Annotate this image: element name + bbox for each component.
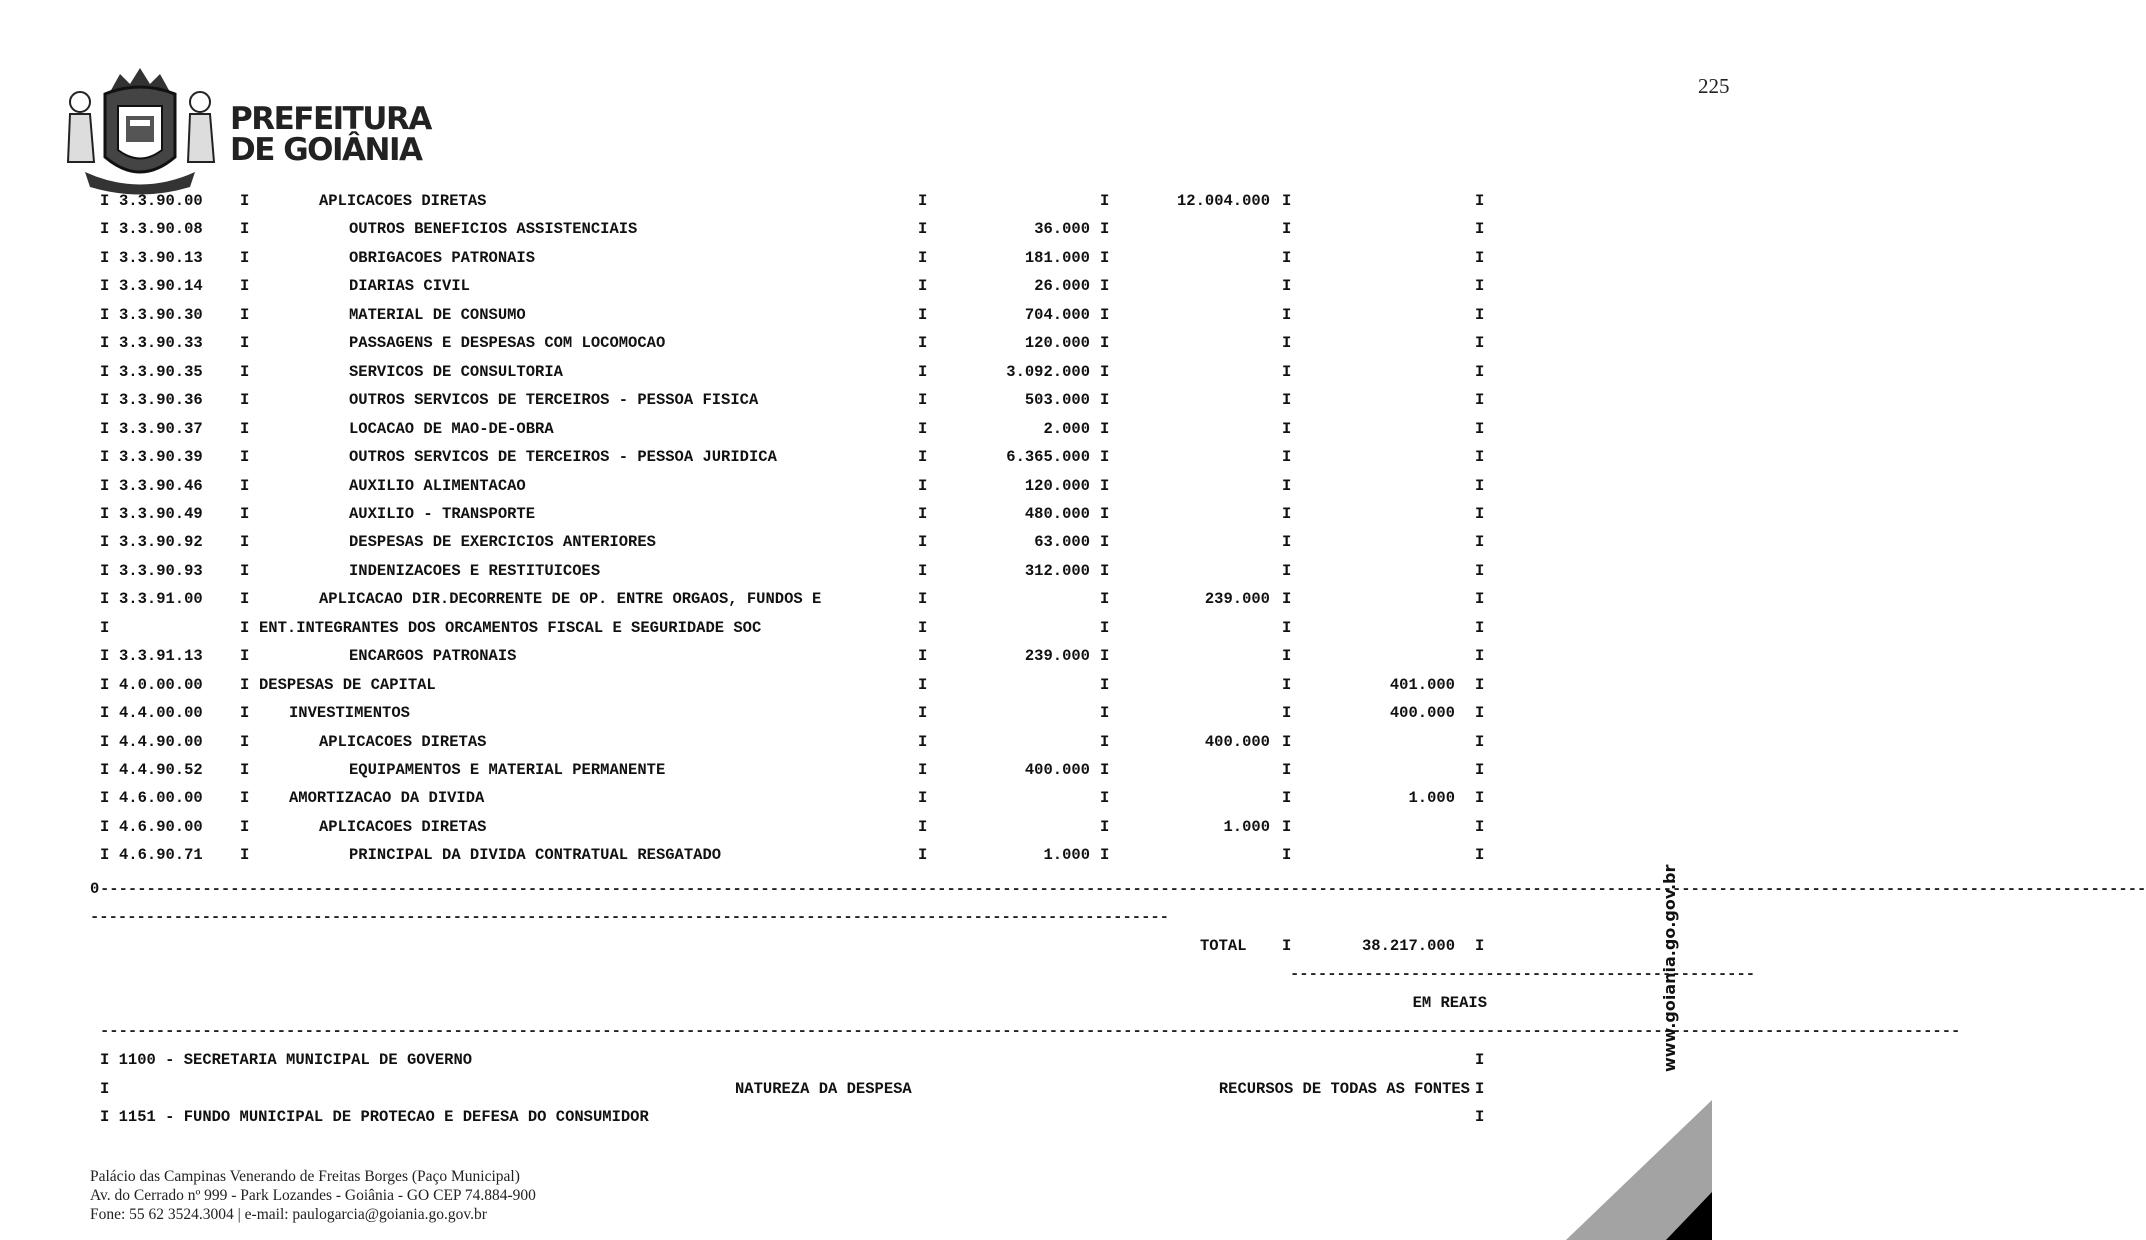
row-sep: I xyxy=(240,448,250,467)
row-sep: I xyxy=(100,704,110,723)
table-row xyxy=(0,733,1754,753)
row-sep: I xyxy=(1100,533,1110,552)
row-sep: I xyxy=(918,704,928,723)
org-line: I 1100 - SECRETARIA MUNICIPAL DE GOVERNO xyxy=(100,1051,473,1069)
table-row xyxy=(0,647,1754,667)
row-sep: I xyxy=(918,448,928,467)
row-sep: I xyxy=(1475,305,1485,324)
row-sep: I xyxy=(100,817,110,836)
row-sep: I xyxy=(918,504,928,523)
table-row xyxy=(0,590,1754,610)
row-sep: I xyxy=(1475,533,1485,552)
row-description: DESPESAS DE CAPITAL xyxy=(259,675,436,694)
table-row xyxy=(0,363,1754,383)
row-sep: I xyxy=(100,248,110,267)
row-sep: I xyxy=(100,732,110,751)
row-sep: I xyxy=(1282,220,1292,239)
row-sep: I xyxy=(1100,647,1110,666)
row-sep: I xyxy=(1100,789,1110,808)
row-code: 3.3.90.35 xyxy=(119,362,203,381)
header-recursos: RECURSOS DE TODAS AS FONTES xyxy=(1218,1080,1470,1098)
row-description: INDENIZACOES E RESTITUICOES xyxy=(349,561,601,580)
row-sep: I xyxy=(100,419,110,438)
row-sep: I xyxy=(1282,732,1292,751)
table-row xyxy=(0,846,1754,866)
row-sep: I xyxy=(100,590,110,609)
row-sep: I xyxy=(240,419,250,438)
row-sep: I xyxy=(1282,192,1292,210)
row-sep: I xyxy=(240,277,250,296)
row-sep: I xyxy=(1282,305,1292,324)
row-value-element: 239.000 xyxy=(1024,647,1090,666)
row-value-element: 181.000 xyxy=(1024,248,1090,267)
table-row xyxy=(0,761,1754,781)
row-sep: I xyxy=(240,846,250,865)
row-sep: I xyxy=(1475,391,1485,410)
row-code: 3.3.90.13 xyxy=(119,248,203,267)
row-sep: I xyxy=(1475,362,1485,381)
row-sep: I xyxy=(1100,277,1110,296)
row-description: OBRIGACOES PATRONAIS xyxy=(349,248,536,267)
row-sep: I xyxy=(918,305,928,324)
row-description: ENT.INTEGRANTES DOS ORCAMENTOS FISCAL E SEGURIDADE SOC xyxy=(259,618,762,637)
table-row xyxy=(0,420,1754,440)
row-sep: I xyxy=(100,192,110,210)
brand-name xyxy=(230,101,431,168)
row-sep: I xyxy=(1475,789,1485,808)
total-value: 38.217.000 xyxy=(1361,937,1455,955)
row-sep: I xyxy=(1282,504,1292,523)
row-description: PASSAGENS E DESPESAS COM LOCOMOCAO xyxy=(349,334,666,353)
footer-address xyxy=(90,1167,536,1224)
row-sep: I xyxy=(918,391,928,410)
row-sep: I xyxy=(918,675,928,694)
unit-line: I 1151 - FUNDO MUNICIPAL DE PROTECAO E DEFESA DO CONSUMIDOR xyxy=(100,1108,649,1126)
table-row xyxy=(0,249,1754,269)
row-sep: I xyxy=(1100,391,1110,410)
row-sep: I xyxy=(240,504,250,523)
row-description: INVESTIMENTOS xyxy=(289,704,410,723)
row-sep: I xyxy=(918,362,928,381)
row-description: APLICACAO DIR.DECORRENTE DE OP. ENTRE ORGAOS, FUNDOS E xyxy=(319,590,822,609)
row-sep: I xyxy=(1100,192,1110,210)
section-separator: -------------------------------------------------------------------------------------------------------------------------------------------------------------------------------------------------------- xyxy=(100,1022,1961,1040)
row-sep: I xyxy=(918,476,928,495)
row-sep: I xyxy=(1475,220,1485,239)
row-sep: I xyxy=(1100,248,1110,267)
row-sep: I xyxy=(1100,618,1110,637)
row-sep: I xyxy=(1282,590,1292,609)
row-sep: I xyxy=(1475,590,1485,609)
row-value-element: 63.000 xyxy=(1034,533,1090,552)
row-sep: I xyxy=(100,220,110,239)
table-row xyxy=(0,562,1754,582)
row-sep: I xyxy=(240,362,250,381)
row-value-element: 120.000 xyxy=(1024,334,1090,353)
row-sep: I xyxy=(1282,419,1292,438)
row-sep: I xyxy=(1100,504,1110,523)
row-sep: I xyxy=(1282,561,1292,580)
row-sep: I xyxy=(240,817,250,836)
row-sep: I xyxy=(918,248,928,267)
row-value-group: 12.004.000 xyxy=(1176,192,1270,210)
row-sep: I xyxy=(100,675,110,694)
table-row xyxy=(0,477,1754,497)
row-sep: I xyxy=(1282,704,1292,723)
row-value-element: 312.000 xyxy=(1024,561,1090,580)
row-sep: I xyxy=(1100,305,1110,324)
row-sep: I xyxy=(240,533,250,552)
table-row xyxy=(0,306,1754,326)
row-sep: I xyxy=(918,817,928,836)
row-sep: I xyxy=(1282,675,1292,694)
row-sep: I xyxy=(100,305,110,324)
row-code: 3.3.91.00 xyxy=(119,590,203,609)
row-sep: I xyxy=(918,647,928,666)
row-sep: I xyxy=(240,647,250,666)
coat-of-arms-icon xyxy=(60,62,220,197)
row-code: 4.6.90.00 xyxy=(119,817,203,836)
units-label: EM REAIS xyxy=(1412,994,1487,1012)
table-row xyxy=(0,220,1754,240)
row-code: 3.3.90.92 xyxy=(119,533,203,552)
row-sep: I xyxy=(100,846,110,865)
header-natureza: NATUREZA DA DESPESA xyxy=(735,1080,912,1098)
table-row xyxy=(0,391,1754,411)
website-url: www.goiania.go.gov.br xyxy=(1660,864,1679,1072)
row-code: 3.3.90.33 xyxy=(119,334,203,353)
row-sep: I xyxy=(1475,675,1485,694)
row-description: LOCACAO DE MAO-DE-OBRA xyxy=(349,419,554,438)
row-code: 4.4.90.00 xyxy=(119,732,203,751)
row-sep: I xyxy=(240,618,250,637)
row-sep: I xyxy=(1475,732,1485,751)
row-sep: I xyxy=(240,220,250,239)
row-sep: I xyxy=(918,618,928,637)
row-description: APLICACOES DIRETAS xyxy=(319,192,487,210)
row-value-element: 400.000 xyxy=(1024,761,1090,779)
row-description: ENCARGOS PATRONAIS xyxy=(349,647,517,666)
row-sep: I xyxy=(240,192,250,210)
table-row xyxy=(0,533,1754,553)
row-sep: I xyxy=(240,248,250,267)
row-sep: I xyxy=(100,277,110,296)
row-sep: I xyxy=(240,704,250,723)
row-description: EQUIPAMENTOS E MATERIAL PERMANENTE xyxy=(349,761,666,779)
row-value-element: 503.000 xyxy=(1024,391,1090,410)
row-sep: I xyxy=(918,334,928,353)
row-value-category: 400.000 xyxy=(1389,704,1455,723)
row-sep: I xyxy=(1100,817,1110,836)
row-sep: I xyxy=(1100,362,1110,381)
brand-line-2: DE GOIÂNIA xyxy=(230,132,422,168)
row-sep: I xyxy=(1475,846,1485,865)
row-sep: I xyxy=(100,533,110,552)
row-value-element: 704.000 xyxy=(1024,305,1090,324)
row-code: 3.3.90.49 xyxy=(119,504,203,523)
row-sep: I xyxy=(918,192,928,210)
row-code: 3.3.90.39 xyxy=(119,448,203,467)
row-sep: I xyxy=(1100,590,1110,609)
row-sep: I xyxy=(1475,704,1485,723)
row-code: 3.3.90.93 xyxy=(119,561,203,580)
row-sep: I xyxy=(100,504,110,523)
row-sep: I xyxy=(918,220,928,239)
header-sep-right: I xyxy=(1475,1080,1485,1098)
row-sep: I xyxy=(240,305,250,324)
row-sep: I xyxy=(1282,647,1292,666)
row-sep: I xyxy=(918,590,928,609)
row-description: APLICACOES DIRETAS xyxy=(319,817,487,836)
row-value-element: 6.365.000 xyxy=(1006,448,1090,467)
row-sep: I xyxy=(1475,561,1485,580)
unit-line-sep: I xyxy=(1475,1108,1485,1126)
row-sep: I xyxy=(240,789,250,808)
row-value-element: 26.000 xyxy=(1034,277,1090,296)
row-code: 3.3.91.13 xyxy=(119,647,203,666)
row-sep: I xyxy=(1475,504,1485,523)
table-row xyxy=(0,619,1754,639)
row-sep: I xyxy=(918,277,928,296)
row-sep: I xyxy=(1282,846,1292,865)
total-sep-left: I xyxy=(1282,937,1292,955)
row-sep: I xyxy=(1282,817,1292,836)
row-sep: I xyxy=(1475,448,1485,467)
row-sep: I xyxy=(1475,647,1485,666)
total-sep-right: I xyxy=(1475,937,1485,955)
row-sep: I xyxy=(100,647,110,666)
total-underline: -------------------------------------------------- xyxy=(1290,965,1756,983)
row-sep: I xyxy=(100,761,110,779)
row-sep: I xyxy=(918,561,928,580)
row-sep: I xyxy=(240,334,250,353)
row-description: DESPESAS DE EXERCICIOS ANTERIORES xyxy=(349,533,656,552)
row-sep: I xyxy=(100,362,110,381)
row-value-element: 1.000 xyxy=(1043,846,1090,865)
row-description: OUTROS SERVICOS DE TERCEIROS - PESSOA FISICA xyxy=(349,391,759,410)
row-sep: I xyxy=(1100,846,1110,865)
table-row xyxy=(0,277,1754,297)
row-sep: I xyxy=(1100,448,1110,467)
row-sep: I xyxy=(1282,761,1292,779)
header-sep-left: I xyxy=(100,1080,110,1098)
row-sep: I xyxy=(1475,277,1485,296)
row-description: DIARIAS CIVIL xyxy=(349,277,470,296)
row-sep: I xyxy=(1282,248,1292,267)
row-sep: I xyxy=(1100,476,1110,495)
row-value-element: 480.000 xyxy=(1024,504,1090,523)
row-value-group: 239.000 xyxy=(1204,590,1270,609)
table-row xyxy=(0,818,1754,838)
row-sep: I xyxy=(240,732,250,751)
row-description: PRINCIPAL DA DIVIDA CONTRATUAL RESGATADO xyxy=(349,846,722,865)
org-line-sep: I xyxy=(1475,1051,1485,1069)
row-sep: I xyxy=(918,732,928,751)
row-sep: I xyxy=(1475,419,1485,438)
page-number: 225 xyxy=(1698,74,1730,98)
row-sep: I xyxy=(1282,362,1292,381)
row-description: MATERIAL DE CONSUMO xyxy=(349,305,526,324)
table-row xyxy=(0,789,1754,809)
table-row xyxy=(0,448,1754,468)
row-sep: I xyxy=(1282,789,1292,808)
separator-marker: 0 xyxy=(90,880,100,898)
row-sep: I xyxy=(1475,192,1485,210)
table-row xyxy=(0,676,1754,696)
total-label: TOTAL xyxy=(1200,937,1247,955)
table-row xyxy=(0,505,1754,525)
row-code: 3.3.90.14 xyxy=(119,277,203,296)
row-description: AMORTIZACAO DA DIVIDA xyxy=(289,789,485,808)
row-value-element: 3.092.000 xyxy=(1006,362,1090,381)
row-code: 4.4.90.52 xyxy=(119,761,203,779)
row-sep: I xyxy=(1475,334,1485,353)
row-value-element: 2.000 xyxy=(1043,419,1090,438)
row-sep: I xyxy=(240,761,250,779)
row-value-group: 1.000 xyxy=(1223,817,1270,836)
row-sep: I xyxy=(1475,248,1485,267)
row-sep: I xyxy=(240,590,250,609)
row-sep: I xyxy=(1475,761,1485,779)
row-sep: I xyxy=(918,846,928,865)
row-code: 3.3.90.00 xyxy=(119,192,203,210)
row-sep: I xyxy=(100,561,110,580)
row-sep: I xyxy=(100,391,110,410)
row-sep: I xyxy=(1282,533,1292,552)
row-code: 3.3.90.30 xyxy=(119,305,203,324)
row-description: APLICACOES DIRETAS xyxy=(319,732,487,751)
row-sep: I xyxy=(1475,618,1485,637)
row-sep: I xyxy=(1282,476,1292,495)
row-sep: I xyxy=(240,561,250,580)
row-sep: I xyxy=(1475,817,1485,836)
row-sep: I xyxy=(1282,277,1292,296)
row-sep: I xyxy=(1100,704,1110,723)
footer-line-1: Palácio das Campinas Venerando de Freitas Borges (Paço Municipal) xyxy=(90,1168,520,1185)
table-row xyxy=(0,192,1754,212)
row-value-element: 36.000 xyxy=(1034,220,1090,239)
row-sep: I xyxy=(1100,220,1110,239)
row-sep: I xyxy=(1100,561,1110,580)
row-description: SERVICOS DE CONSULTORIA xyxy=(349,362,563,381)
row-sep: I xyxy=(1282,391,1292,410)
row-sep: I xyxy=(1100,761,1110,779)
row-code: 4.6.00.00 xyxy=(119,789,203,808)
row-code: 4.6.90.71 xyxy=(119,846,203,865)
row-sep: I xyxy=(918,533,928,552)
row-sep: I xyxy=(918,419,928,438)
row-sep: I xyxy=(100,476,110,495)
table-row xyxy=(0,704,1754,724)
row-sep: I xyxy=(1100,419,1110,438)
row-sep: I xyxy=(1282,448,1292,467)
row-sep: I xyxy=(240,391,250,410)
row-code: 4.0.00.00 xyxy=(119,675,203,694)
row-description: AUXILIO ALIMENTACAO xyxy=(349,476,526,495)
row-code: 3.3.90.46 xyxy=(119,476,203,495)
table-row xyxy=(0,334,1754,354)
row-sep: I xyxy=(1282,618,1292,637)
row-code: 3.3.90.37 xyxy=(119,419,203,438)
row-description: OUTROS SERVICOS DE TERCEIROS - PESSOA JURIDICA xyxy=(349,448,777,467)
separator-line-2: -------------------------------------------------------------------------------------------------------------------- xyxy=(90,908,1169,926)
row-sep: I xyxy=(918,761,928,779)
row-code: 3.3.90.08 xyxy=(119,220,203,239)
row-sep: I xyxy=(1282,334,1292,353)
row-code: 3.3.90.36 xyxy=(119,391,203,410)
row-sep: I xyxy=(100,789,110,808)
separator-line: ---------------------------------------------------------------------------------------------------------------------------------------------------------------------------------------------------------------------------- xyxy=(100,880,2146,898)
row-sep: I xyxy=(100,448,110,467)
row-sep: I xyxy=(1100,334,1110,353)
row-code: 4.4.00.00 xyxy=(119,704,203,723)
row-description: OUTROS BENEFICIOS ASSISTENCIAIS xyxy=(349,220,638,239)
row-sep: I xyxy=(1100,732,1110,751)
row-value-category: 401.000 xyxy=(1389,675,1455,694)
row-sep: I xyxy=(1475,476,1485,495)
row-sep: I xyxy=(1100,675,1110,694)
row-value-category: 1.000 xyxy=(1408,789,1455,808)
row-description: AUXILIO - TRANSPORTE xyxy=(349,504,536,523)
footer-line-3: Fone: 55 62 3524.3004 | e-mail: paulogarcia@goiania.go.gov.br xyxy=(90,1206,487,1223)
row-sep: I xyxy=(240,476,250,495)
row-sep: I xyxy=(100,618,110,637)
row-sep: I xyxy=(100,334,110,353)
row-value-group: 400.000 xyxy=(1204,732,1270,751)
row-value-element: 120.000 xyxy=(1024,476,1090,495)
corner-decoration xyxy=(1566,1100,1712,1240)
footer-line-2: Av. do Cerrado nº 999 - Park Lozandes - Goiânia - GO CEP 74.884-900 xyxy=(90,1187,536,1204)
row-sep: I xyxy=(240,675,250,694)
row-sep: I xyxy=(918,789,928,808)
brand-line-1: PREFEITURA xyxy=(230,101,431,137)
